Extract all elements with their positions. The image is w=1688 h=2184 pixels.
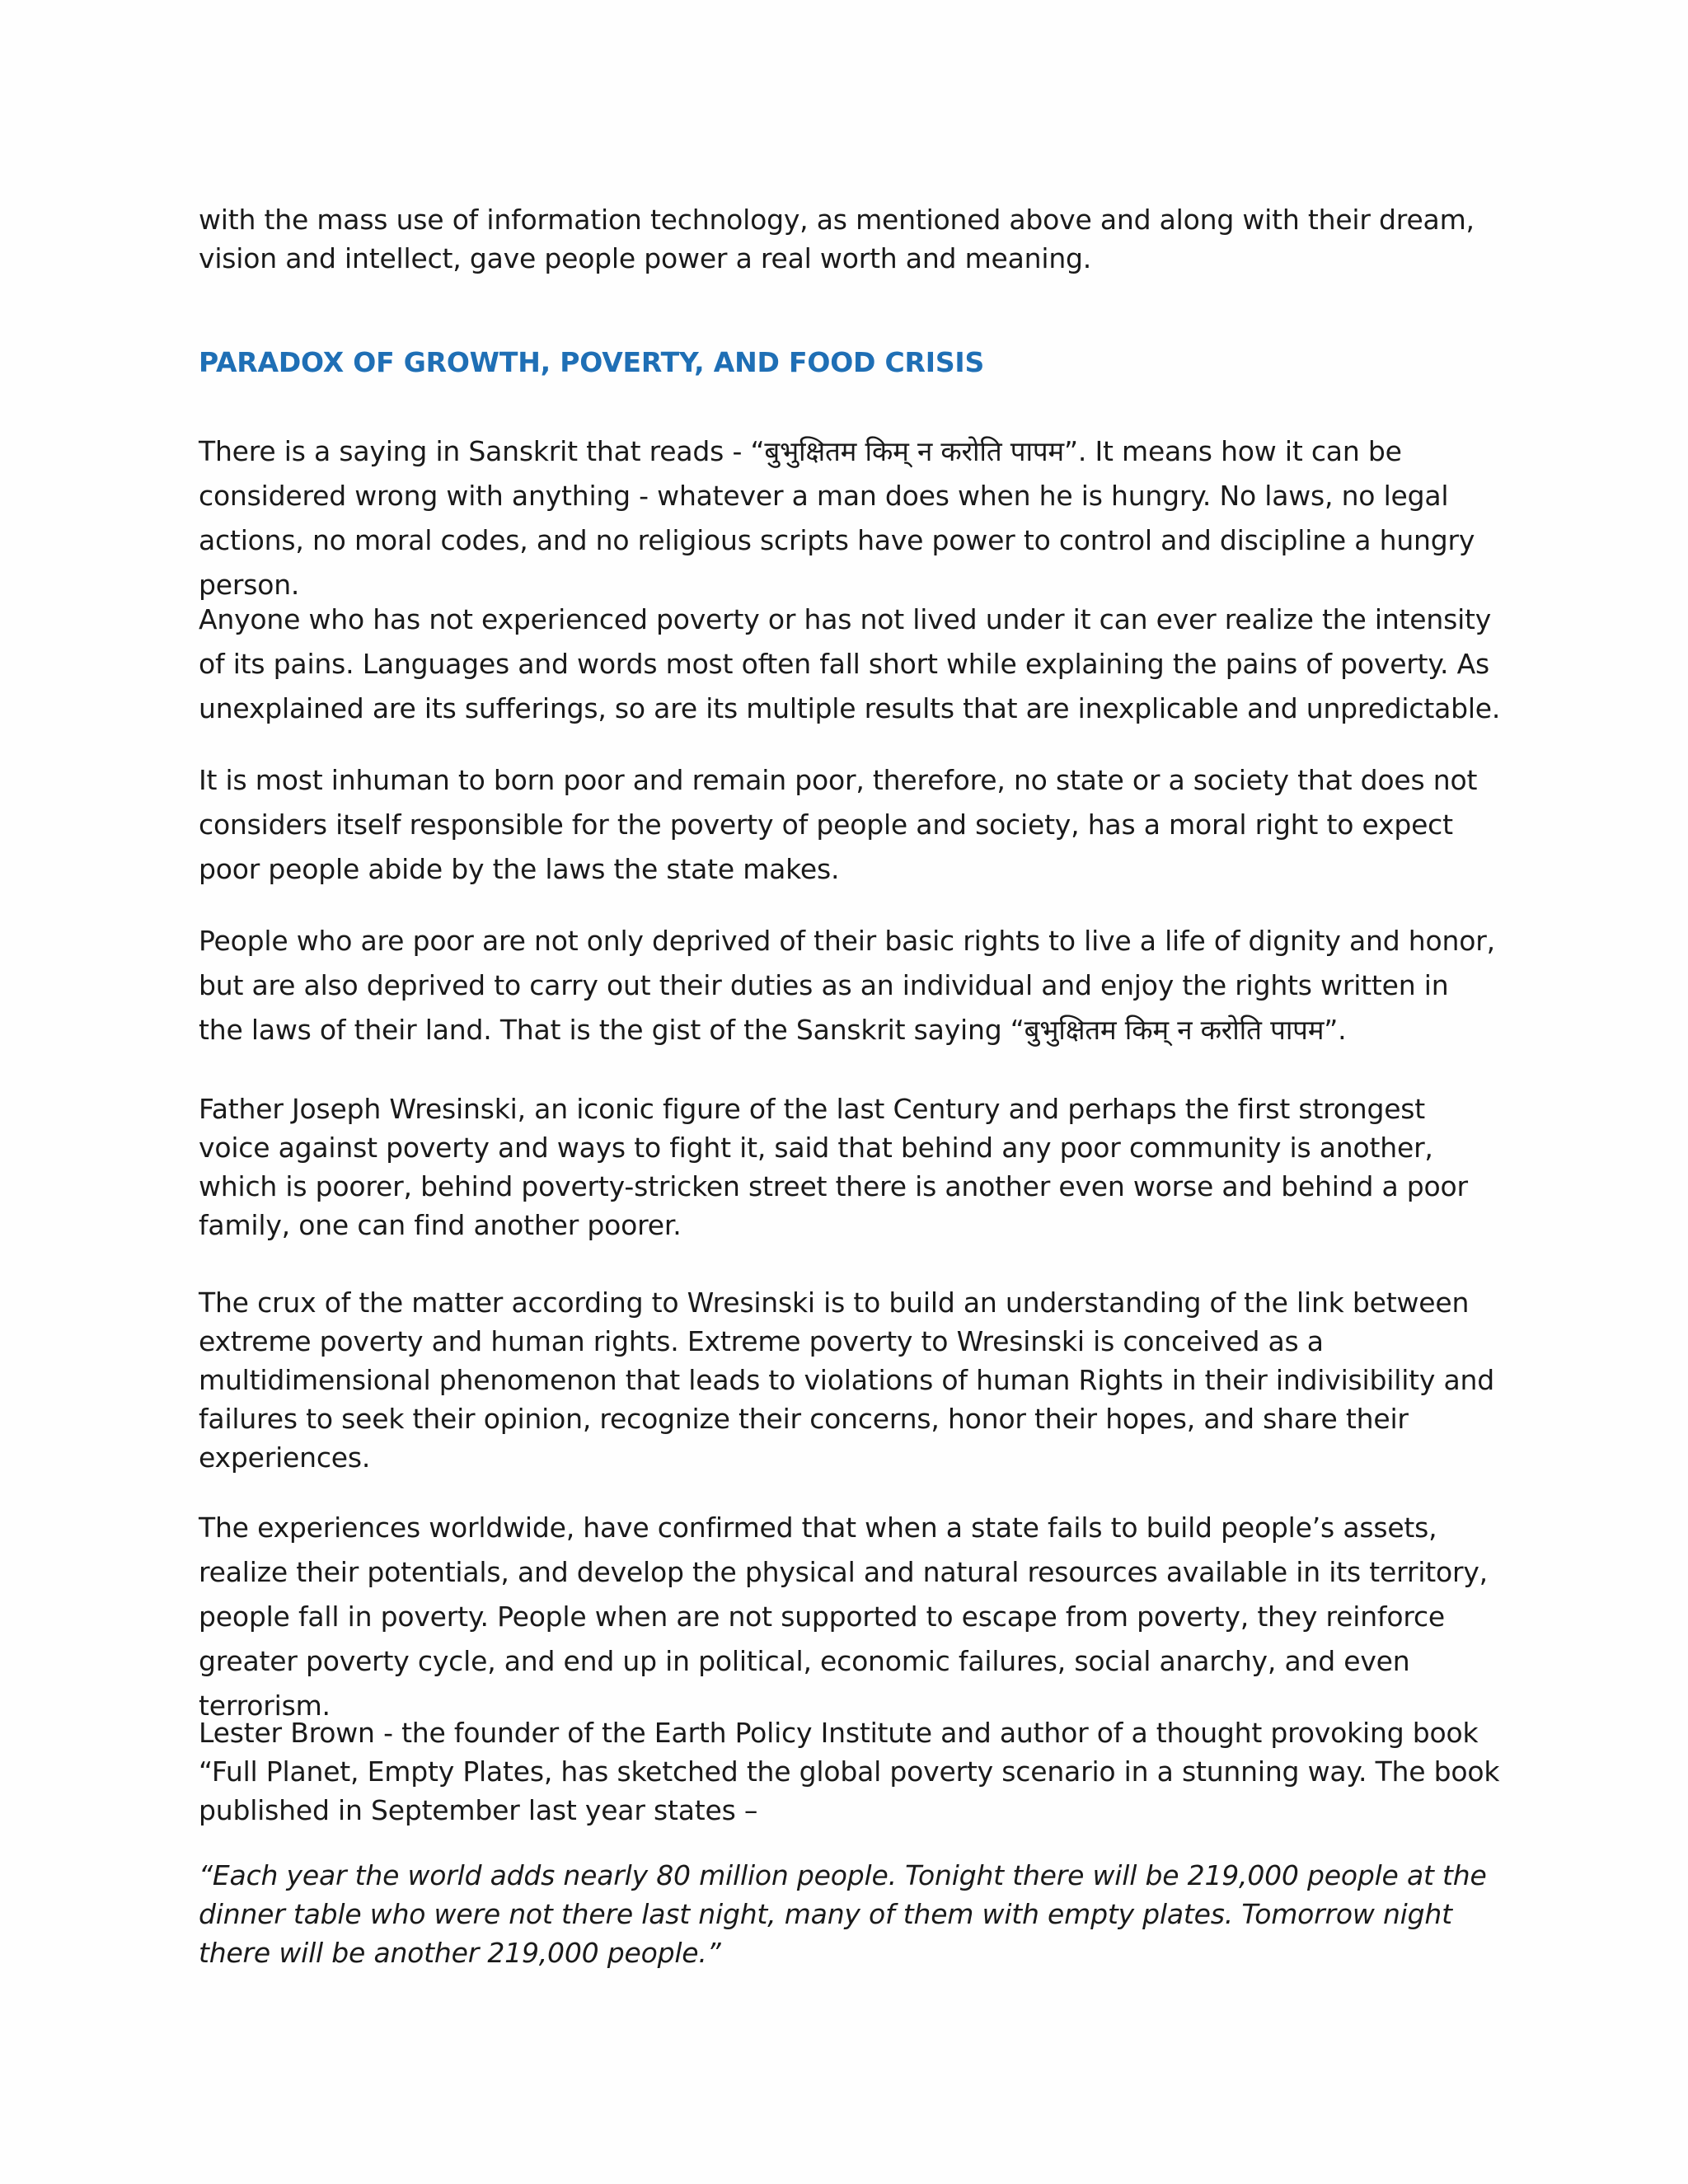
paragraph-inhuman-poverty: It is most inhuman to born poor and remain poor, therefore, no state or a society that does not considers itself responsible for the poverty of people and society, has a moral right to expect poor people abide by the laws the state makes. [199,764,1478,885]
paragraph-intro-continuation: with the mass use of information technology, as mentioned above and along with their dream, vision and intellect, gave people power a real worth and meaning. [199,204,1475,274]
paragraph-experiences-worldwide: The experiences worldwide, have confirmed that when a state fails to build people’s assets, realize their potentials, and develop the physical and natural resources available in its territory, people fall in poverty. People when are not supported to escape from poverty, they reinforce greater poverty cycle, and end up in political, economic failures, social anarchy, and even terrorism. [199,1511,1488,1722]
paragraph-deprived-rights: People who are poor are not only deprived of their basic rights to live a life of dignity and honor, but are also deprived to carry out their duties as an individual and enjoy the rights written in the laws of their land. That is the gist of the Sanskrit saying “बुभुक्षितम किम् न करोति पापम”. [199,925,1495,1046]
section-heading: PARADOX OF GROWTH, POVERTY, AND FOOD CRISIS [199,346,985,378]
paragraph-crux: The crux of the matter according to Wresinski is to build an understanding of the link between extreme poverty and human rights. Extreme poverty to Wresinski is conceived as a multidimensional phenomenon that leads to violations of human Rights in their indivisibility and failures to seek their opinion, recognize their concerns, honor their hopes, and share their experiences. [199,1286,1495,1474]
paragraph-wresinski: Father Joseph Wresinski, an iconic figure of the last Century and perhaps the first strongest voice against poverty and ways to fight it, said that behind any poor community is another, which is poorer, behind poverty-stricken street there is another even worse and behind a poor family, one can find another poorer. [199,1093,1468,1241]
paragraph-lester-brown: Lester Brown - the founder of the Earth Policy Institute and author of a thought provoking book “Full Planet, Empty Plates, has sketched the global poverty scenario in a stunning way. The book published in September last year states – [199,1717,1500,1826]
paragraph-sanskrit-saying: There is a saying in Sanskrit that reads - “बुभुक्षितम किम् न करोति पापम”. It means how it can be considered wrong with anything - whatever a man does when he is hungry. No laws, no legal actions, no moral codes, and no religious scripts have power to control and discipline a hungry person. [199,435,1475,601]
paragraph-experience-poverty: Anyone who has not experienced poverty or has not lived under it can ever realize the intensity of its pains. Languages and words most often fall short while explaining the pains of poverty. As unexplained are its sufferings, so are its multiple results that are inexplicable and unpredictable. [199,603,1501,724]
quote-full-planet: “Each year the world adds nearly 80 million people. Tonight there will be 219,000 people at the dinner table who were not there last night, many of them with empty plates. Tomorrow night there will be another 219,000 people.” [199,1859,1487,1969]
